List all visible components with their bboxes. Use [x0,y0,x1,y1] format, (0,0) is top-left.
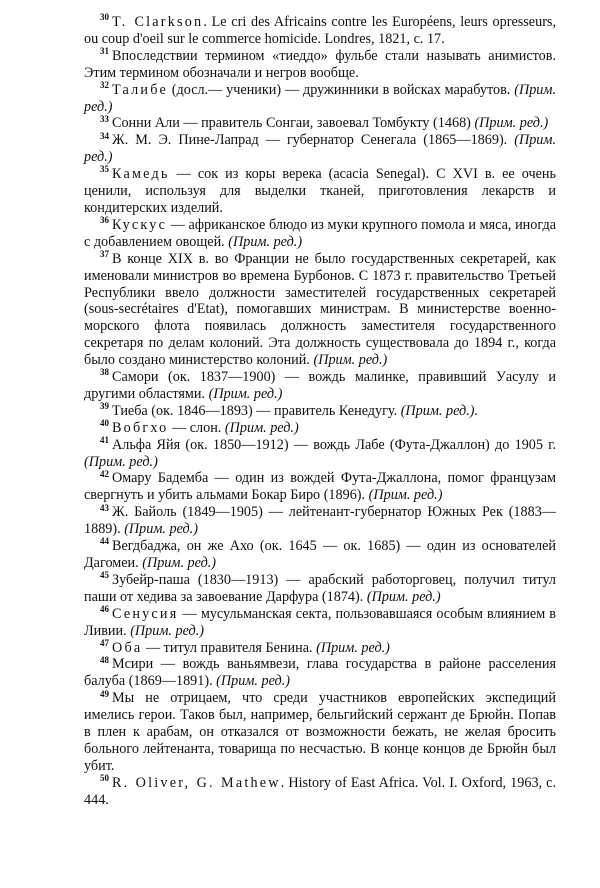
footnote [84,690,556,775]
footnote [84,115,556,132]
footnote [84,132,556,166]
footnote-number: 31 [100,46,109,57]
editor-note: (Прим. ред.) [124,521,198,538]
footnote [84,637,556,657]
footnote-number: 38 [100,367,109,378]
footnote-number: 46 [100,603,109,614]
editor-note: (Прим. ред.) [142,555,217,571]
spaced-term: Вобгхо [112,419,169,436]
footnote-text: Самори (ок. 1837—1900) — вождь малинке, правивший Уасулу и другими областями. [84,369,556,402]
footnote [84,656,556,690]
editor-note: (Прим. ред.) [316,639,390,656]
footnote-number: 44 [100,536,109,547]
editor-note: (Прим. ред.) [216,673,290,690]
footnote-number: 39 [100,401,109,412]
footnote [84,603,556,640]
footnote-text: Мы не отрицаем, что среди участников европейских экспедиций имелись герои. Таков был, например, бельгийский сержант де Брюйн. Попав в плен к арабам, он отказался от возможности бежать, не желая бросить больного лейтенанта, товарища по несчастью. В конце концов де Брюйн был убит. [84,690,556,774]
footnote-number: 34 [100,130,109,141]
editor-note: (Прим. ред.) [368,487,443,504]
footnote [84,166,556,217]
footnote-number: 32 [100,79,109,90]
editor-note: (Прим. ред.) [84,81,556,115]
footnote [84,775,556,809]
footnote [84,48,556,82]
editor-note: (Прим. ред.) [84,453,158,470]
editor-note: (Прим. ред.) [84,132,556,166]
footnote-text: В конце XIX в. во Франции не было государственных секретарей, как именовали министров во времена Бурбонов. С 1873 г. правительство Третьей Республики ввело должности заместителей государственных секретарей (sous-secrétaires d'Etat), помогавших министрам. В министерстве военно-морского флота появилась должность заместителя государственного секретаря по делам колоний. Эта должность существовала до 1894 г., когда было создано министерство колоний. [84,250,556,369]
footnote [84,369,556,403]
spaced-term: Кускус [112,216,168,233]
footnote-number: 41 [100,434,109,445]
editor-note: (Прим. ред.) [228,233,303,250]
footnote-text: Ж. Байоль (1849—1905) — лейтенант-губернатор Южных Рек (1883—1889). [84,504,556,538]
editor-note: (Прим. ред.) [474,115,549,132]
footnote-text: . History of East Africa. Vol. I. Oxford, 1963, c. 444. [84,774,556,808]
footnote-number: 37 [100,248,109,259]
footnote [84,434,556,471]
editor-note: (Прим. ред.) [224,419,299,436]
footnote-number: 49 [100,688,109,699]
footnote-number: 30 [100,12,109,23]
footnote-text: — африканское блюдо из муки крупного помола и мяса, иногда с добавлением овощей. [84,216,556,250]
spaced-term: R. Oliver, G. Mathew [112,774,281,791]
footnote-text: — мусульманская секта, пользовавшаяся особым влиянием в Ливии. [84,605,556,639]
editor-note: (Прим. ред.) [366,588,441,605]
footnote [84,79,556,116]
footnote-number: 36 [100,215,109,226]
footnote-text: Тиеба (ок. 1846—1893) — правитель Кенедугу. [112,402,401,419]
editor-note: (Прим. ред.) [208,385,283,402]
footnote-number: 42 [100,468,109,479]
footnote-text: Сонни Али — правитель Сонгаи, завоевал Томбукту (1468) [112,115,475,132]
footnotes-list [84,14,556,809]
footnote-text: . Le cri des Africains contre les Européens, leurs opresseurs, ou coup d'oeil sur le commerce homicide. Londres, 1821, c. 17. [84,14,556,47]
spaced-term: Оба [112,639,143,656]
footnote-text: Мсири — вождь ваньямвези, глава государства в районе расселения балуба (1869—1891). [84,656,556,690]
footnote-text: — сок из коры верека (acacia Senegal). С XVI в. ее очень ценили, используя для выделки тканей, приготовления лекарств и кондитерских изделий. [84,166,556,216]
footnote-text: — титул правителя Бенина. [142,639,317,656]
footnote-number: 50 [100,773,109,784]
footnote-text: Альфа Яйя (ок. 1850—1912) — вождь Лабе (Фута-Джаллон) до 1905 г. [112,436,556,453]
footnote [84,217,556,251]
spaced-term: Сенусия [112,605,179,622]
footnote-number: 33 [100,113,109,124]
footnote [84,572,556,606]
spaced-term: Талибе [112,81,168,98]
editor-note: (Прим. ред.) [313,352,388,369]
editor-note: (Прим. ред.). [400,402,479,419]
footnote [84,420,556,437]
footnote [84,14,556,48]
footnote-number: 47 [100,637,109,648]
footnote [84,504,556,538]
footnote-number: 45 [100,570,109,581]
footnote-text: Зубейр-паша (1830—1913) — арабский работорговец, получил титул паши от хедива за завоевание Дарфура (1874). [84,571,556,605]
footnote-text: Впоследствии термином «тиеддо» фульбе стали называть анимистов. Этим термином обозначали и негров вообще. [84,47,556,81]
footnote-text: Омару Бадемба — один из вождей Фута-Джаллона, помог французам свергнуть и убить альмами Бокар Биро (1896). [84,470,556,504]
footnote [84,538,556,572]
footnote [84,248,556,369]
footnote-number: 48 [100,654,109,665]
footnote-text: — слон. [168,419,225,436]
footnote-text: Вегдбаджа, он же Ахо (ок. 1645 — ок. 1685) — один из основателей Дагомеи. [84,538,556,571]
footnote [84,403,556,420]
editor-note: (Прим. ред.) [130,622,204,639]
footnote-text: Ж. М. Э. Пине-Лапрад — губернатор Сенегала (1865—1869). [112,132,515,149]
spaced-term: T. Clarkson [112,14,204,30]
footnote-number: 43 [100,502,109,513]
footnote [84,470,556,504]
footnote-number: 40 [100,418,109,429]
footnote-text: (досл.— ученики) — дружинники в войсках марабутов. [167,81,515,98]
spaced-term: Камедь [112,166,170,183]
footnote-number: 35 [100,164,109,175]
